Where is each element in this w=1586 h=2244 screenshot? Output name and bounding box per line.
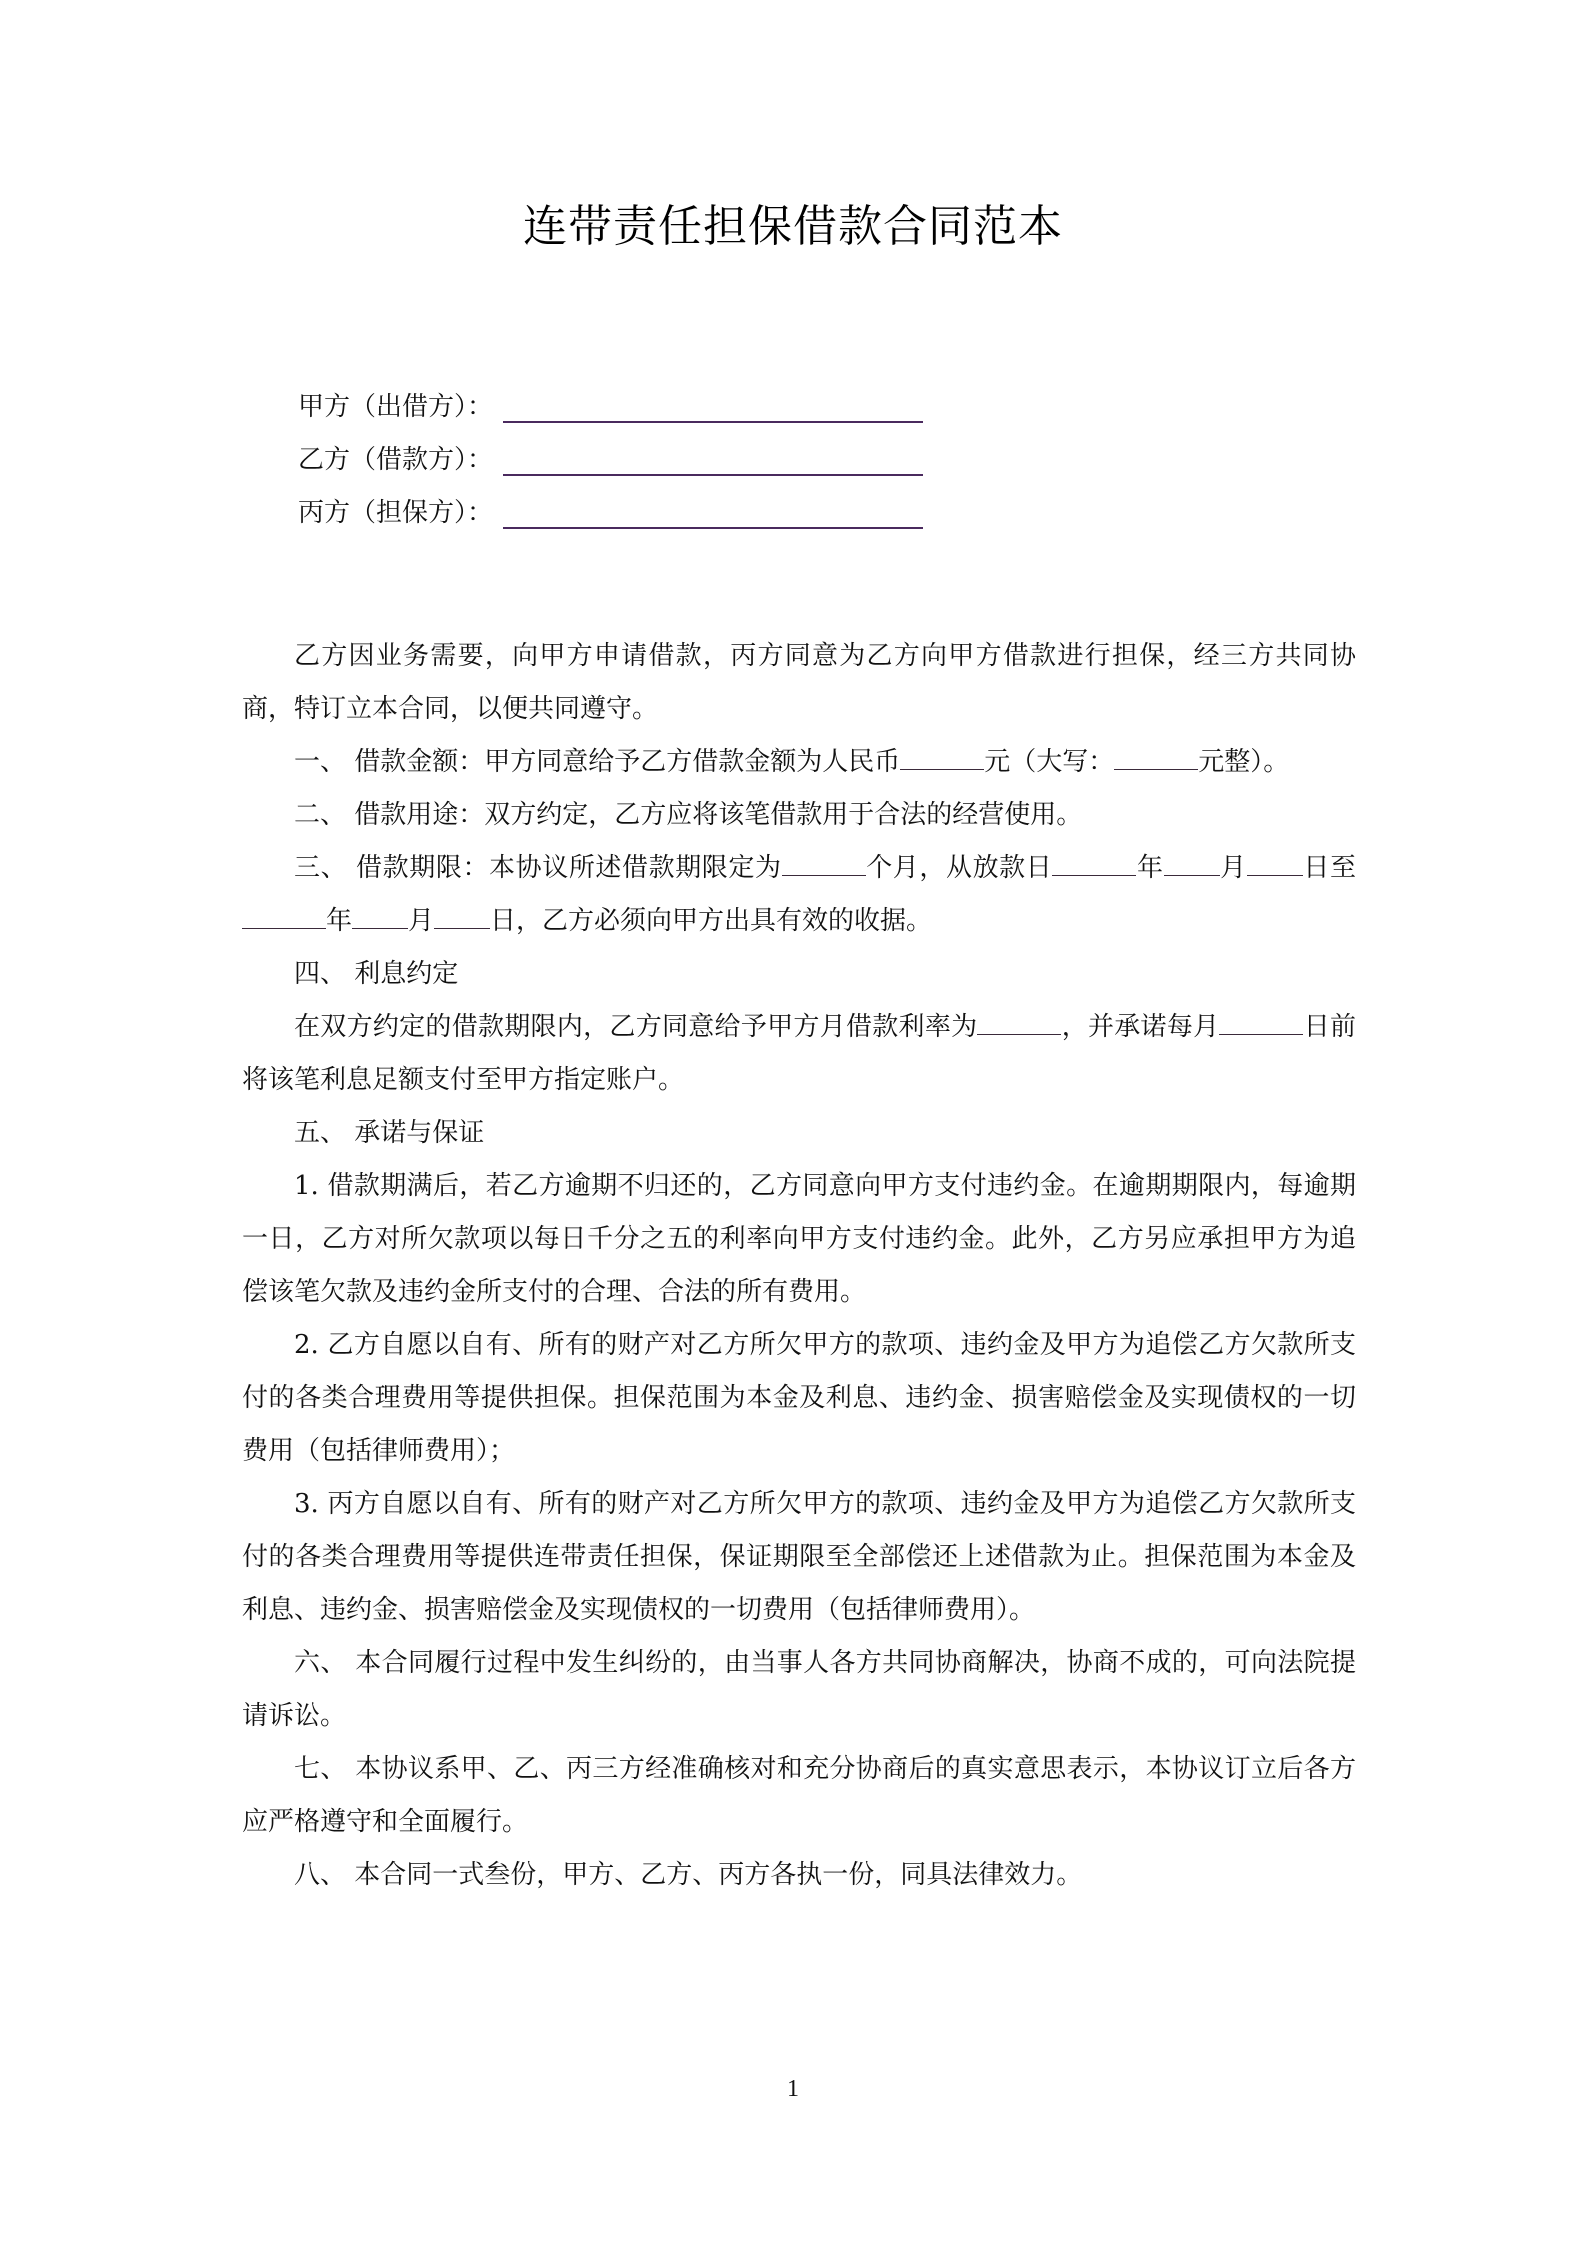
term-months-blank[interactable] <box>782 855 866 876</box>
party-lender-row <box>298 370 923 423</box>
clause-4-text-c: 日前将该笔利息足额支付至甲方指定账户。 <box>242 1012 1356 1095</box>
amount-words-blank[interactable] <box>1114 749 1198 770</box>
document-title: 连带责任担保借款合同范本 <box>523 201 1063 252</box>
clause-5-heading: 五、 承诺与保证 <box>294 1118 485 1148</box>
clause-3-text-h: 日，乙方必须向甲方出具有效的收据。 <box>490 906 933 936</box>
clause-6: 六、 本合同履行过程中发生纠纷的，由当事人各方共同协商解决，协商不成的，可向法院提请诉讼。 <box>242 1648 1356 1731</box>
clause-3-text-e: 日至 <box>1302 853 1356 883</box>
clause-4-text: 在双方约定的借款期限内，乙方同意给予甲方月借款利率为 <box>294 1012 978 1042</box>
clause-1-text-b: 元（大写： <box>984 747 1115 777</box>
clause-2: 二、 借款用途：双方约定，乙方应将该笔借款用于合法的经营使用。 <box>294 800 1083 830</box>
parties-block <box>298 370 923 529</box>
clause-5-item-3: 3. 丙方自愿以自有、所有的财产对乙方所欠甲方的款项、违约金及甲方为追偿乙方欠款所支付的各类合理费用等提供连带责任担保，保证期限至全部偿还上述借款为止。担保范围为本金及利息、违约金、损害赔偿金及实现债权的一切费用（包括律师费用）。 <box>242 1489 1356 1625</box>
clause-7: 七、 本协议系甲、乙、丙三方经准确核对和充分协商后的真实意思表示，本协议订立后各方应严格遵守和全面履行。 <box>242 1754 1356 1837</box>
clause-4 <box>242 1001 1356 1107</box>
interest-rate-blank[interactable] <box>977 1014 1061 1035</box>
clause-3-text-f: 年 <box>326 906 353 936</box>
party-guarantor-label: 丙方（担保方）： <box>298 498 494 528</box>
clause-1-text-c: 元整）。 <box>1198 747 1290 777</box>
clause-3-text-b: 个月，从放款日 <box>865 853 1053 883</box>
payment-day-blank[interactable] <box>1219 1014 1303 1035</box>
party-borrower-blank[interactable] <box>503 452 923 476</box>
end-year-blank[interactable] <box>242 908 326 929</box>
clause-3-text: 三、 借款期限：本协议所述借款期限定为 <box>294 853 782 883</box>
start-year-blank[interactable] <box>1052 855 1136 876</box>
contract-body <box>242 630 1356 1902</box>
end-day-blank[interactable] <box>434 908 490 929</box>
clause-3-text-c: 年 <box>1136 853 1164 883</box>
clause-1-text: 一、 借款金额：甲方同意给予乙方借款金额为人民币 <box>294 747 901 777</box>
clause-3-text-d: 月 <box>1219 853 1247 883</box>
clause-8: 八、 本合同一式叁份，甲方、乙方、丙方各执一份，同具法律效力。 <box>294 1860 1083 1890</box>
page-number: 1 <box>787 2076 799 2102</box>
party-guarantor-row <box>298 476 923 529</box>
party-borrower-label: 乙方（借款方）： <box>298 445 494 475</box>
intro-paragraph: 乙方因业务需要，向甲方申请借款，丙方同意为乙方向甲方借款进行担保，经三方共同协商，特订立本合同，以便共同遵守。 <box>242 641 1356 724</box>
start-day-blank[interactable] <box>1247 855 1303 876</box>
end-month-blank[interactable] <box>352 908 408 929</box>
clause-4-text-b: ，并承诺每月 <box>1061 1012 1220 1042</box>
clause-3 <box>242 842 1356 948</box>
clause-3-text-g: 月 <box>408 906 435 936</box>
party-lender-label: 甲方（出借方）： <box>298 392 494 422</box>
clause-5-item-1: 1. 借款期满后，若乙方逾期不归还的，乙方同意向甲方支付违约金。在逾期期限内，每逾期一日，乙方对所欠款项以每日千分之五的利率向甲方支付违约金。此外，乙方另应承担甲方为追偿该笔欠款及违约金所支付的合理、合法的所有费用。 <box>242 1171 1356 1307</box>
clause-5-item-2: 2. 乙方自愿以自有、所有的财产对乙方所欠甲方的款项、违约金及甲方为追偿乙方欠款所支付的各类合理费用等提供担保。担保范围为本金及利息、违约金、损害赔偿金及实现债权的一切费用（包括律师费用）； <box>242 1330 1356 1466</box>
party-lender-blank[interactable] <box>503 399 923 423</box>
start-month-blank[interactable] <box>1164 855 1220 876</box>
amount-blank[interactable] <box>900 749 984 770</box>
party-borrower-row <box>298 423 923 476</box>
clause-1 <box>242 736 1356 789</box>
party-guarantor-blank[interactable] <box>503 505 923 529</box>
clause-4-heading: 四、 利息约定 <box>294 959 459 989</box>
